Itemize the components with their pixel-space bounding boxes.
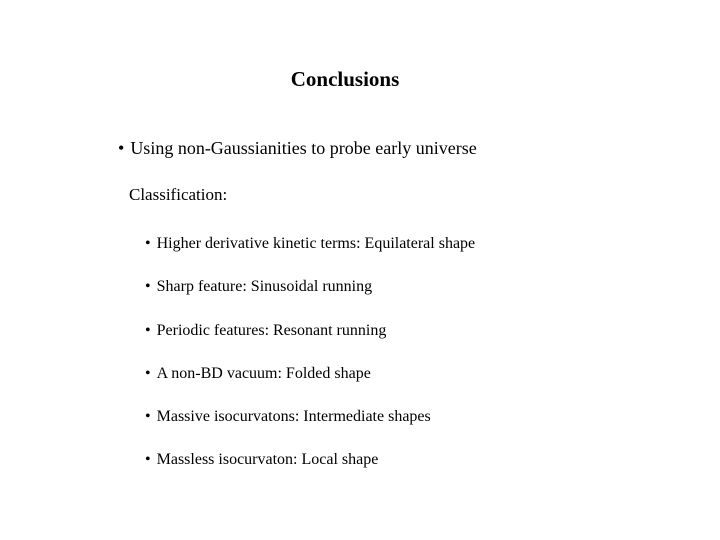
classification-heading: Classification: — [129, 185, 228, 204]
list-item — [145, 275, 475, 318]
list-item — [145, 405, 475, 448]
list-item — [145, 232, 475, 275]
bullet-icon: • — [145, 321, 151, 339]
bullet-icon: • — [145, 235, 151, 252]
bullet-icon: • — [145, 408, 151, 426]
bullet-icon: • — [145, 451, 151, 469]
slide-title: Conclusions — [290, 67, 400, 91]
classification-list — [145, 232, 475, 492]
bullet-icon: • — [145, 278, 151, 296]
list-item-text: Higher derivative kinetic terms: Equilateral shape — [156, 235, 476, 252]
list-item-text: Sharp feature: Sinusoidal running — [156, 278, 373, 296]
list-item — [145, 448, 475, 491]
list-item-text: A non-BD vacuum: Folded shape — [156, 364, 371, 382]
bullet-icon: • — [118, 138, 125, 158]
bullet-icon: • — [145, 364, 151, 382]
main-bullet-point — [118, 136, 477, 160]
list-item-text: Massless isocurvaton: Local shape — [156, 451, 379, 469]
main-point-text: Using non-Gaussianities to probe early universe — [130, 138, 477, 158]
list-item — [145, 362, 475, 405]
list-item-text: Periodic features: Resonant running — [156, 321, 387, 339]
list-item — [145, 319, 475, 362]
list-item-text: Massive isocurvatons: Intermediate shapes — [156, 408, 431, 426]
